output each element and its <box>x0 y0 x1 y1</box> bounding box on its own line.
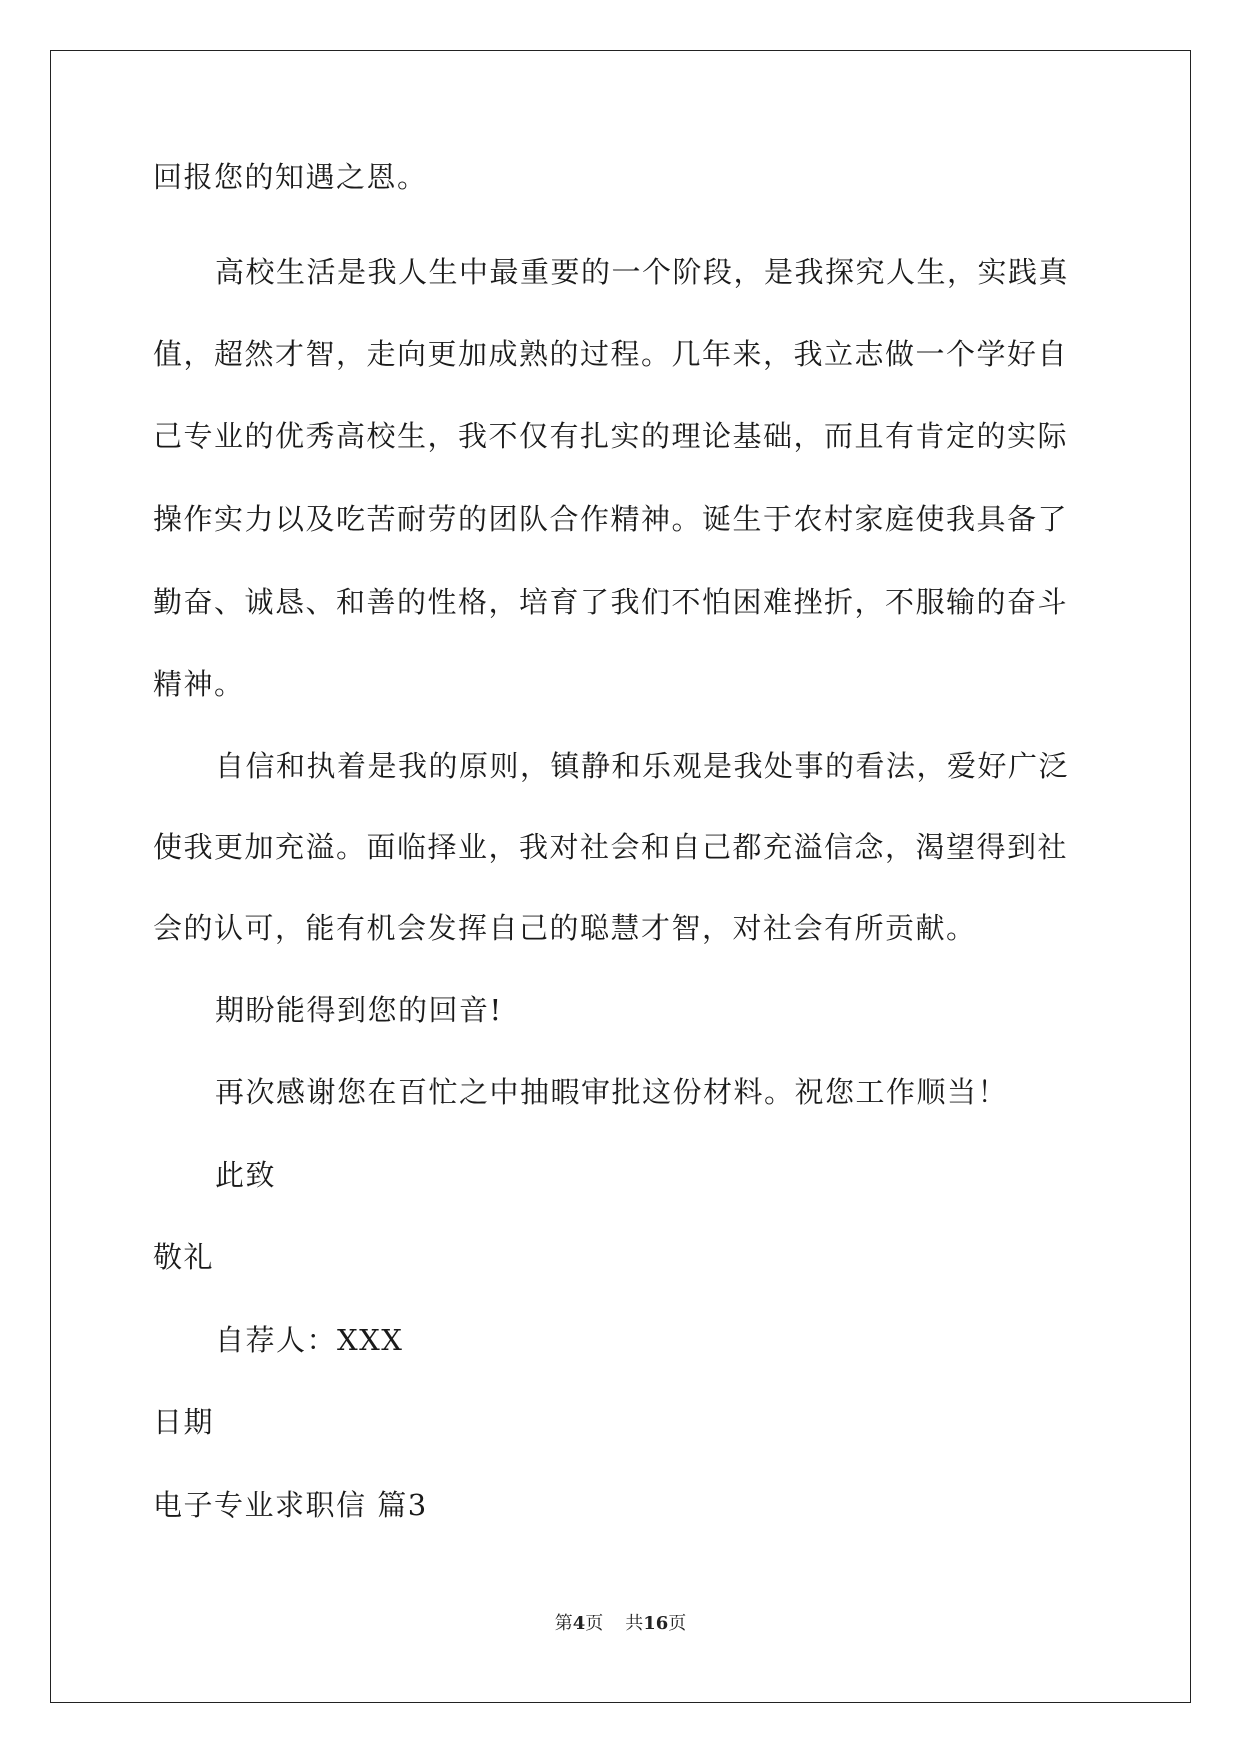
page-number: 4 <box>572 1613 586 1634</box>
signature-line: 自荐人：XXX <box>215 1323 404 1357</box>
page-prefix: 第 <box>554 1613 573 1634</box>
salutation-line: 敬礼 <box>153 1240 215 1274</box>
paragraph-start-line: 自信和执着是我的原则，镇静和乐观是我处事的看法，爱好广泛 <box>215 749 1070 783</box>
closing-line: 再次感谢您在百忙之中抽暇审批这份材料。祝您工作顺当！ <box>215 1075 1009 1109</box>
body-line: 己专业的优秀高校生，我不仅有扎实的理论基础，而且有肯定的实际 <box>153 419 1069 453</box>
body-line: 勤奋、诚恳、和善的性格，培育了我们不怕困难挫折，不服输的奋斗 <box>153 585 1069 619</box>
page-suffix: 页 <box>585 1613 604 1634</box>
total-suffix: 页 <box>668 1613 687 1634</box>
closing-line: 期盼能得到您的回音! <box>215 993 503 1027</box>
body-line: 精神。 <box>153 667 245 701</box>
salutation-line: 此致 <box>215 1158 277 1192</box>
body-line: 值，超然才智，走向更加成熟的过程。几年来，我立志做一个学好自 <box>153 337 1069 371</box>
page-footer <box>0 1612 1241 1636</box>
body-line: 会的认可，能有机会发挥自己的聪慧才智，对社会有所贡献。 <box>153 911 977 945</box>
body-line: 回报您的知遇之恩。 <box>153 160 428 194</box>
body-line: 操作实力以及吃苦耐劳的团队合作精神。诞生于农村家庭使我具备了 <box>153 502 1069 536</box>
total-pages: 16 <box>643 1613 669 1634</box>
paragraph-start-line: 高校生活是我人生中最重要的一个阶段，是我探究人生，实践真 <box>215 255 1070 289</box>
total-prefix: 共 <box>625 1613 644 1634</box>
body-line: 使我更加充溢。面临择业，我对社会和自己都充溢信念，渴望得到社 <box>153 830 1069 864</box>
page-border <box>50 50 1191 1703</box>
date-line: 日期 <box>153 1405 215 1439</box>
section-heading: 电子专业求职信 篇3 <box>153 1488 428 1522</box>
